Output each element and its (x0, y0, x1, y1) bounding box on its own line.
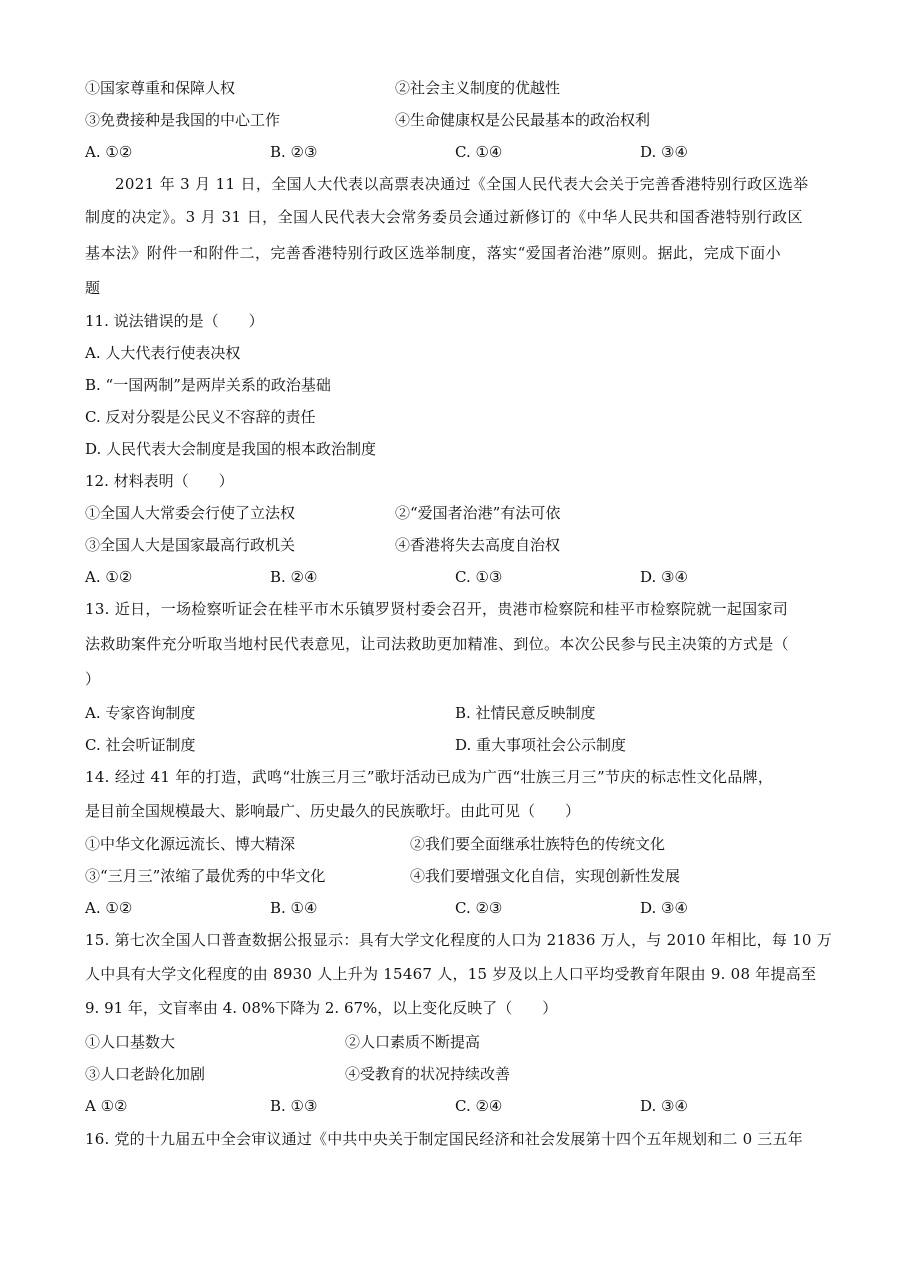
option-2: ②社会主义制度的优越性 (395, 79, 561, 97)
option-1: ①全国人大常委会行使了立法权 (85, 504, 296, 522)
option-4: ④生命健康权是公民最基本的政治权利 (395, 111, 651, 129)
question-stem: 法救助案件充分听取当地村民代表意见，让司法救助更加精准、到位。本次公民参与民主决策的方式是（ (85, 635, 789, 653)
material-line: 制度的决定》。3 月 31 日，全国人民代表大会常务委员会通过新修订的《中华人民共和国香港特别行政区 (85, 208, 803, 226)
option-2: ②我们要全面继承壮族特色的传统文化 (410, 835, 666, 853)
question-stem: 11. 说法错误的是（ ） (85, 312, 264, 330)
choice-c: C. 反对分裂是公民义不容辞的责任 (85, 408, 316, 426)
option-4: ④香港将失去高度自治权 (395, 536, 561, 554)
question-stem: 14. 经过 41 年的打造，武鸣“壮族三月三”歌圩活动已成为广西“壮族三月三”节庆的标志性文化品牌， (85, 768, 774, 786)
choice-b: B. ①④ (270, 899, 318, 917)
material-line: 2021 年 3 月 11 日，全国人大代表以高票表决通过《全国人民代表大会关于完善香港特别行政区选举 (115, 175, 809, 193)
choice-d: D. ③④ (640, 143, 688, 161)
question-stem: 人中具有大学文化程度的由 8930 人上升为 15467 人，15 岁及以上人口平均受教育年限由 9. 08 年提高至 (85, 965, 817, 983)
choice-a: A. 专家咨询制度 (85, 704, 196, 722)
choice-c: C. ②③ (455, 899, 503, 917)
option-1: ①人口基数大 (85, 1033, 176, 1051)
option-1: ①国家尊重和保障人权 (85, 79, 236, 97)
option-4: ④我们要增强文化自信，实现创新性发展 (410, 867, 681, 885)
question-stem: 13. 近日，一场检察听证会在桂平市木乐镇罗贤村委会召开，贵港市检察院和桂平市检察院就一起国家司 (85, 600, 789, 618)
question-stem: ） (85, 670, 101, 688)
question-stem: 15. 第七次全国人口普查数据公报显示：具有大学文化程度的人口为 21836 万人，与 2010 年相比，每 10 万 (85, 931, 832, 949)
choice-a: A. 人大代表行使表决权 (85, 344, 241, 362)
option-3: ③“三月三”浓缩了最优秀的中华文化 (85, 867, 326, 885)
choice-b: B. ②③ (270, 143, 318, 161)
choice-a: A. ①② (85, 899, 133, 917)
option-3: ③免费接种是我国的中心工作 (85, 111, 281, 129)
choice-b: B. “一国两制”是两岸关系的政治基础 (85, 376, 331, 394)
choice-d: D. 重大事项社会公示制度 (455, 736, 627, 754)
choice-b: B. ①③ (270, 1097, 318, 1115)
question-stem: 9. 91 年，文盲率由 4. 08%下降为 2. 67%，以上变化反映了（ ） (85, 999, 558, 1017)
question-stem: 12. 材料表明（ ） (85, 472, 234, 490)
choice-c: C. ①③ (455, 568, 503, 586)
option-3: ③人口老龄化加剧 (85, 1065, 206, 1083)
choice-c: C. ②④ (455, 1097, 503, 1115)
choice-d: D. ③④ (640, 899, 688, 917)
choice-a: A ①② (85, 1097, 128, 1115)
choice-a: A. ①② (85, 143, 133, 161)
material-line: 题 (85, 279, 101, 297)
choice-d: D. ③④ (640, 1097, 688, 1115)
option-1: ①中华文化源远流长、博大精深 (85, 835, 296, 853)
option-4: ④受教育的状况持续改善 (345, 1065, 511, 1083)
choice-d: D. 人民代表大会制度是我国的根本政治制度 (85, 440, 377, 458)
option-3: ③全国人大是国家最高行政机关 (85, 536, 296, 554)
option-2: ②“爱国者治港”有法可依 (395, 504, 561, 522)
choice-c: C. ①④ (455, 143, 503, 161)
material-line: 基本法》附件一和附件二，完善香港特别行政区选举制度，落实“爱国者治港”原则。据此，完成下面小 (85, 244, 782, 262)
choice-d: D. ③④ (640, 568, 688, 586)
choice-a: A. ①② (85, 568, 133, 586)
choice-b: B. ②④ (270, 568, 318, 586)
option-2: ②人口素质不断提高 (345, 1033, 481, 1051)
choice-c: C. 社会听证制度 (85, 736, 196, 754)
question-stem: 16. 党的十九届五中全会审议通过《中共中央关于制定国民经济和社会发展第十四个五年规划和二 0 三五年 (85, 1130, 803, 1148)
question-stem: 是目前全国规模最大、影响最广、历史最久的民族歌圩。由此可见（ ） (85, 802, 581, 820)
choice-b: B. 社情民意反映制度 (455, 704, 596, 722)
